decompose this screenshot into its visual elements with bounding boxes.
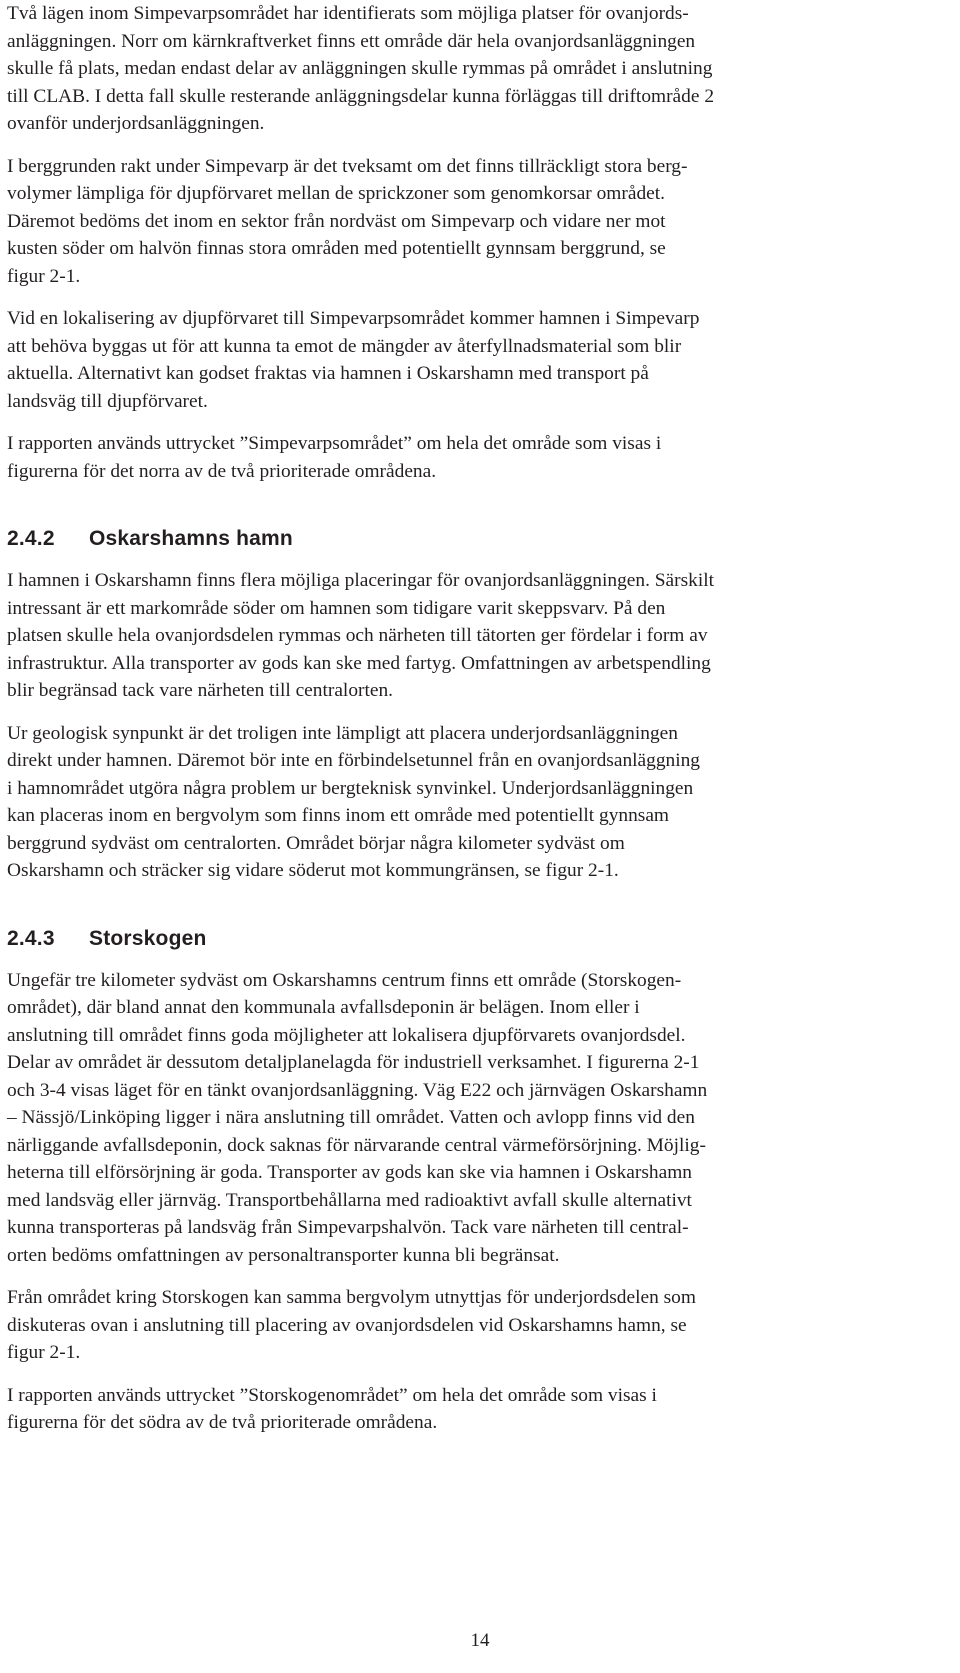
section-2-4-3-paragraph-2: Från området kring Storskogen kan samma bergvolym utnyttjas för underjordsdelen som diskuteras ovan i anslutning till placering av ovanjordsdelen vid Oskarshamns hamn, se figur 2-1. [7, 1287, 696, 1363]
section-heading-2-4-3 [7, 925, 947, 952]
page-content [7, 0, 947, 1437]
page-number: 14 [470, 1630, 490, 1651]
section-number: 2.4.3 [7, 926, 55, 950]
section-title: Oskarshamns hamn [89, 527, 293, 550]
intro-paragraph-2: I berggrunden rakt under Simpevarp är det tveksamt om det finns tillräckligt stora berg- volymer lämpliga för djupförvaret mellan de sprickzoner som genomkorsar området. Däremot bedöms det inom en sektor från nordväst om Simpevarp och vidare ner mot kusten söder om halvön finnas stora områden med potentiellt gynnsam berggrund, se figur 2-1. [7, 155, 688, 287]
intro-paragraph-3: Vid en lokalisering av djupförvaret till Simpevarpsområdet kommer hamnen i Simpevarp att behöva byggas ut för att kunna ta emot de mängder av återfyllnadsmaterial som blir aktuella. Alternativt kan godset fraktas via hamnen i Oskarshamn med transport på landsväg till djupförvaret. [7, 308, 700, 412]
intro-paragraph-1: Två lägen inom Simpevarpsområdet har identifierats som möjliga platser för ovanjords- anläggningen. Norr om kärnkraftverket finns ett område där hela ovanjordsanläggningen skulle få plats, medan endast delar av anläggningen skulle rymmas på området i anslutning till CLAB. I detta fall skulle resterande anläggningsdelar kunna förläggas till driftområde 2 ovanför underjordsanläggningen. [7, 3, 715, 134]
section-2-4-3-paragraph-1: Ungefär tre kilometer sydväst om Oskarshamns centrum finns ett område (Storskogen- området), där bland annat den kommunala avfallsdeponin är belägen. Inom eller i anslutning till området finns goda möjligheter att lokalisera djupförvarets ovanjordsdel. Delar av området är dessutom detaljplanelagda för industriell verksamhet. I figurerna 2-1 och 3-4 visas läget för en tänkt ovanjordsanläggning. Väg E22 och järnvägen Oskarshamn – Nässjö/Linköping ligger i nära anslutning till området. Vatten och avlopp finns vid den närliggande avfallsdeponin, dock saknas för närvarande central värmeförsörjning. Möjlig- heterna till elförsörjning är goda. Transporter av gods kan ske via hamnen i Oskarshamn med landsväg eller järnväg. Transportbehållarna med radioaktivt avfall skulle alternativt kunna transporteras på landsväg från Simpevarpshalvön. Tack vare närheten till central- orten bedöms omfattningen av personaltransporter kunna bli begränsat. [7, 969, 708, 1266]
section-2-4-2-paragraph-1: I hamnen i Oskarshamn finns flera möjliga placeringar för ovanjordsanläggningen. Särskilt intressant är ett markområde söder om hamnen som tidigare varit skeppsvarv. På den platsen skulle hela ovanjordsdelen rymmas och närheten till tätorten ger fördelar i form av infrastruktur. Alla transporter av gods kan ske med fartyg. Omfattningen av arbetspendling blir begränsad tack vare närheten till centralorten. [7, 570, 715, 701]
section-2-4-2-paragraph-2: Ur geologisk synpunkt är det troligen inte lämpligt att placera underjordsanläggningen direkt under hamnen. Däremot bör inte en förbindelsetunnel från en ovanjordsanläggning i hamnområdet utgöra några problem ur bergteknisk synvinkel. Underjordsanläggningen kan placeras inom en bergvolym som finns inom ett område med potentiellt gynnsam berggrund sydväst om centralorten. Området börjar några kilometer sydväst om Oskarshamn och sträcker sig vidare söderut mot kommungränsen, se figur 2-1. [7, 722, 700, 881]
section-title: Storskogen [89, 926, 207, 950]
section-number: 2.4.2 [7, 527, 55, 550]
section-heading-2-4-2 [7, 525, 947, 552]
section-2-4-3-paragraph-3: I rapporten används uttrycket ”Storskogenområdet” om hela det område som visas i figurerna för det södra av de två prioriterade områdena. [7, 1384, 657, 1433]
intro-paragraph-4: I rapporten används uttrycket ”Simpevarpsområdet” om hela det område som visas i figurerna för det norra av de två prioriterade områdena. [7, 433, 662, 482]
